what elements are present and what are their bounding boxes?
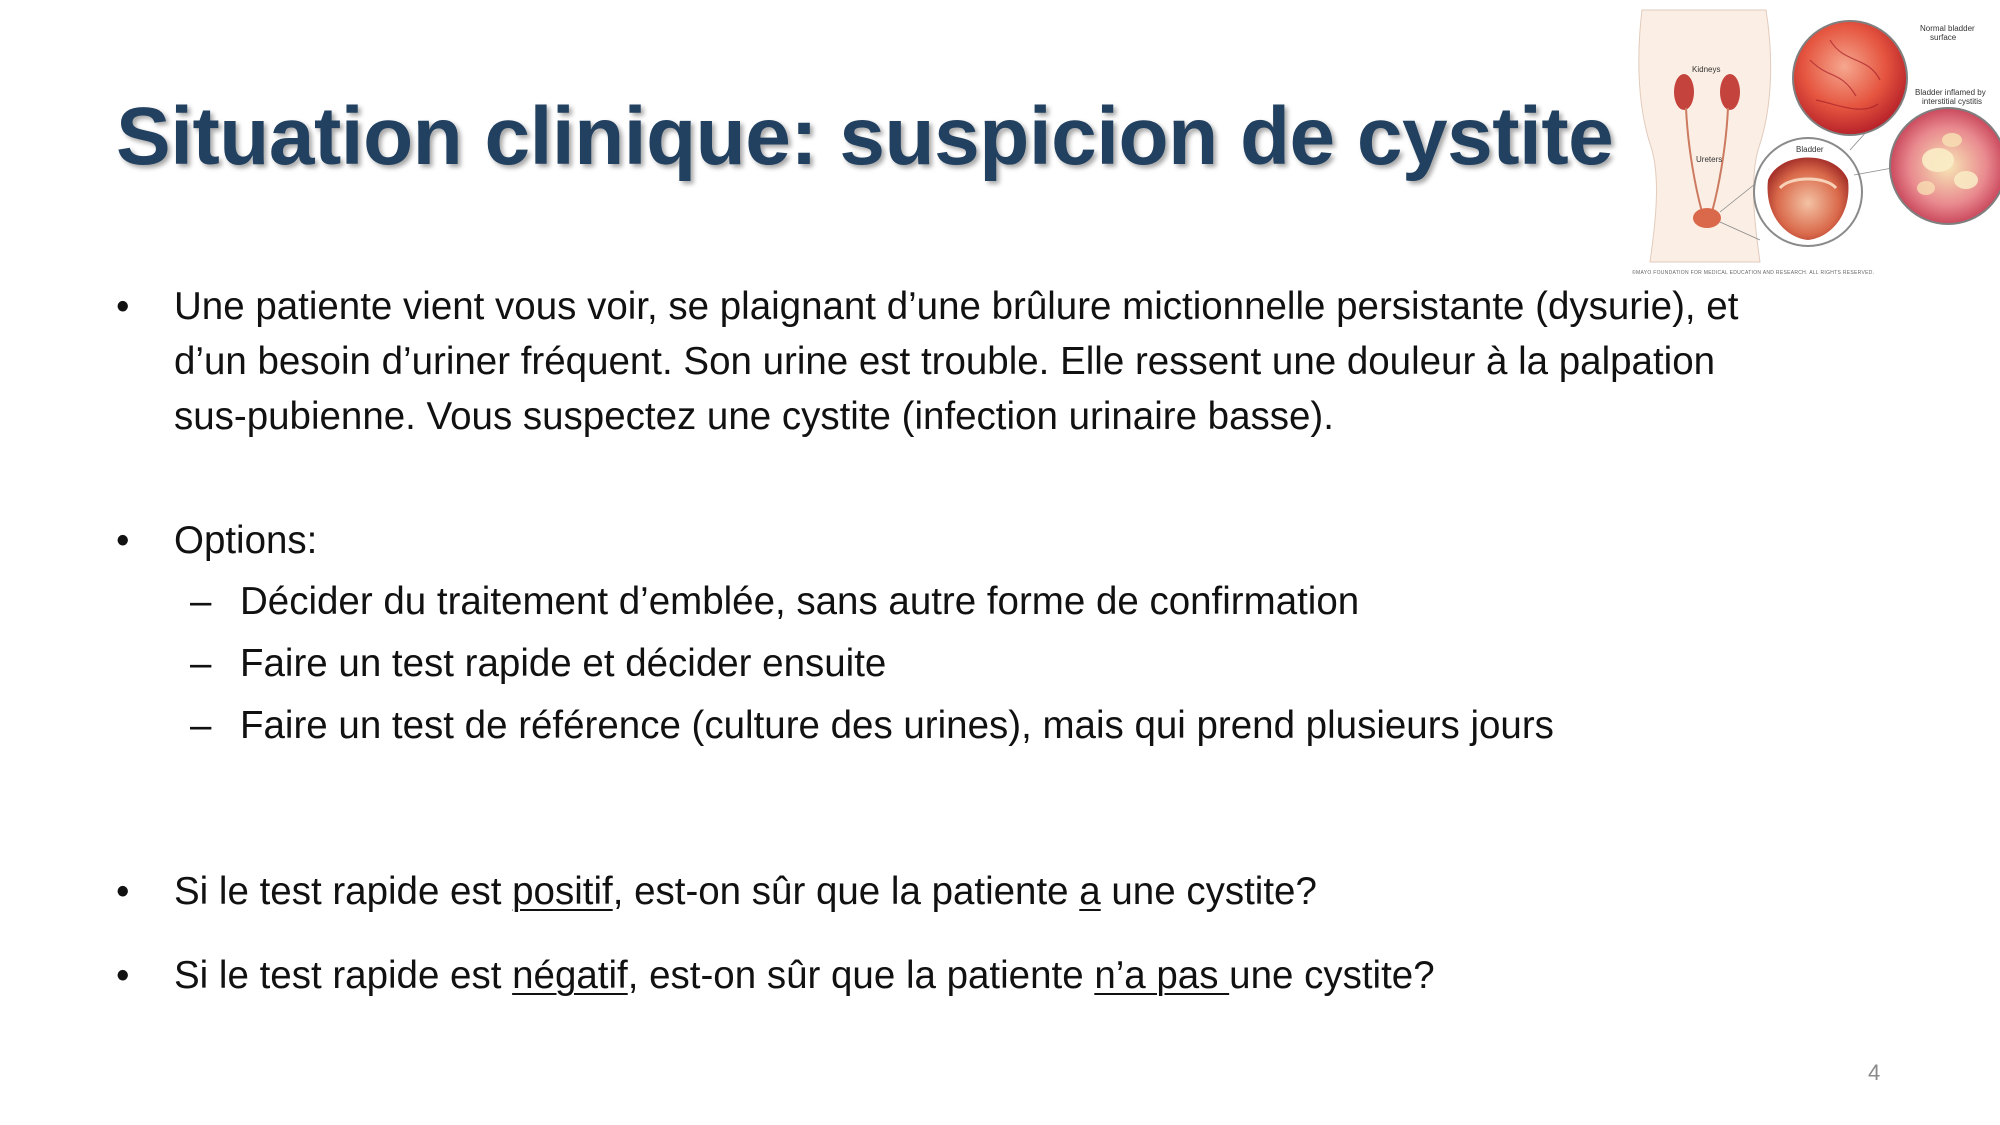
normal-bladder-surface xyxy=(1793,21,1907,135)
label-ureters: Ureters xyxy=(1696,155,1723,164)
bladder-small xyxy=(1693,208,1721,228)
q2-underline-na-pas: n’a pas xyxy=(1094,954,1230,997)
bullet-symbol: • xyxy=(116,285,130,328)
label-kidneys: Kidneys xyxy=(1692,65,1721,74)
bullet-symbol: • xyxy=(116,519,130,562)
q1-underline-a: a xyxy=(1079,870,1101,913)
page-number: 4 xyxy=(1868,1060,1881,1085)
kidney-left xyxy=(1674,74,1694,110)
intro-line-1: Une patiente vient vous voir, se plaignant d’une brûlure mictionnelle persistante (dysurie), et xyxy=(174,285,1739,328)
dash-symbol: – xyxy=(190,580,212,623)
q2-part3: une cystite? xyxy=(1229,954,1435,997)
q1-part1: Si le test rapide est xyxy=(174,870,513,913)
kidney-right xyxy=(1720,74,1740,110)
q2-underline-negatif: négatif xyxy=(512,954,628,997)
q2-part1: Si le test rapide est xyxy=(174,954,513,997)
q1-part3: une cystite? xyxy=(1100,870,1317,913)
label-normal: Normal bladder surface xyxy=(1920,24,1975,42)
question-positive-text xyxy=(174,864,1317,919)
dash-symbol: – xyxy=(190,704,212,747)
option-text: Faire un test rapide et décider ensuite xyxy=(240,642,887,685)
question-negative-text xyxy=(174,948,1435,1003)
option-text: Faire un test de référence (culture des urines), mais qui prend plusieurs jours xyxy=(240,704,1554,747)
label-bladder: Bladder xyxy=(1796,145,1824,154)
q2-part2: , est-on sûr que la patiente xyxy=(627,954,1095,997)
bladder-anatomy-illustration xyxy=(1630,0,2000,280)
option-text: Décider du traitement d’emblée, sans autre forme de confirmation xyxy=(240,580,1360,623)
label-inflamed: Bladder inflamed by interstitial cystitis xyxy=(1915,88,1986,106)
bullet-symbol: • xyxy=(116,870,130,913)
intro-line-3: sus-pubienne. Vous suspectez une cystite (infection urinaire basse). xyxy=(174,395,1334,438)
dash-symbol: – xyxy=(190,642,212,685)
options-label: Options: xyxy=(174,519,318,562)
bullet-symbol: • xyxy=(116,954,130,997)
q1-part2: , est-on sûr que la patiente xyxy=(612,870,1080,913)
slide-title: Situation clinique: suspicion de cystite xyxy=(116,91,1614,182)
q1-underline-positif: positif xyxy=(512,870,613,913)
intro-line-2: d’un besoin d’uriner fréquent. Son urine est trouble. Elle ressent une douleur à la palpation xyxy=(174,340,1716,383)
illustration-credit: ©MAYO FOUNDATION FOR MEDICAL EDUCATION AND RESEARCH. ALL RIGHTS RESERVED. xyxy=(1632,270,1875,276)
